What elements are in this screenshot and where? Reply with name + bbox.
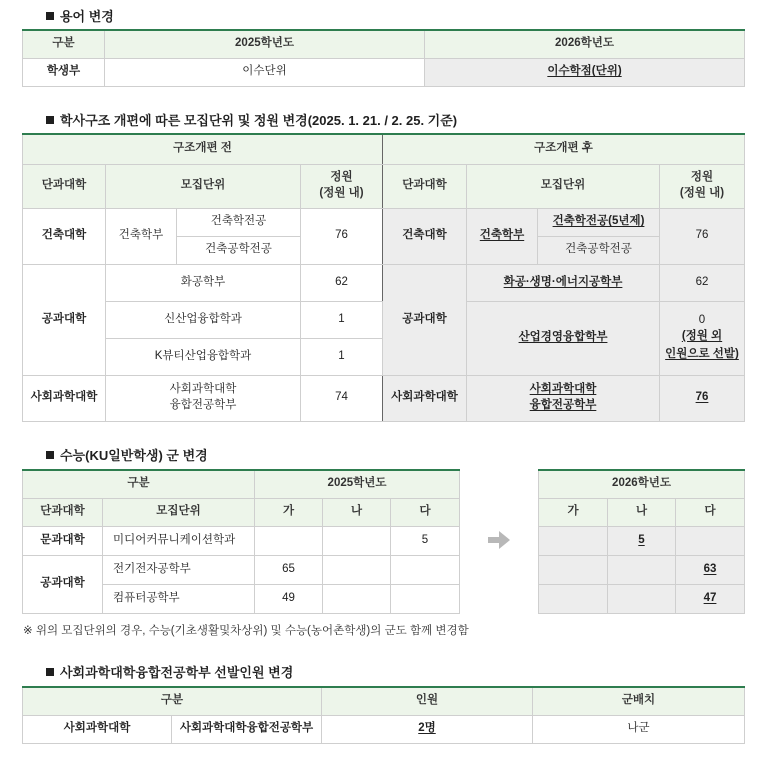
- section-title-term-change: [46, 6, 114, 25]
- arch-after-quota: 76: [660, 208, 745, 264]
- csat-2026-row3-na: [608, 584, 676, 613]
- csat-2026-col-ga: 가: [539, 498, 608, 526]
- row-label: 학생부: [23, 58, 105, 86]
- header-before: 구조개편 전: [23, 134, 383, 164]
- right-arrow-icon: [488, 531, 510, 549]
- csat-2026-row1-da: [676, 526, 745, 555]
- eng-unit1: 화공학부: [106, 264, 301, 301]
- arch-quota: 76: [301, 208, 383, 264]
- section-title-text: 학사구조 개편에 따른 모집단위 및 정원 변경(2025. 1. 21. / 2. 25. 기준): [60, 113, 458, 128]
- csat-col-unit: 모집단위: [103, 498, 255, 526]
- csat-2026-row2-da: 63: [676, 555, 745, 584]
- csat-header-2026: 2026학년도: [539, 470, 745, 498]
- csat-2026-table: [538, 469, 745, 614]
- col-quota-after: 정원 (정원 내): [660, 164, 745, 208]
- term-2025: 이수단위: [105, 58, 425, 86]
- csat-row2-ga: 65: [255, 555, 323, 584]
- csat-col-na: 나: [323, 498, 391, 526]
- square-bullet-icon: [46, 451, 54, 459]
- eng-unit2: 신산업융합학과: [106, 301, 301, 338]
- soc-college: 사회과학대학: [23, 375, 106, 421]
- eng-after-quota2-value: 0: [698, 314, 706, 327]
- quota-college: 사회과학대학: [23, 715, 172, 743]
- csat-row3-da: [391, 584, 460, 613]
- soc-after-unit: 사회과학대학 융합전공학부: [467, 375, 660, 421]
- square-bullet-icon: [46, 668, 54, 676]
- header-after: 구조개편 후: [383, 134, 745, 164]
- arch-major1: 건축학전공: [177, 208, 301, 236]
- col-college-after: 단과대학: [383, 164, 467, 208]
- eng-after-quota2-note1: (정원 외: [681, 329, 723, 342]
- arch-dept: 건축학부: [106, 208, 177, 264]
- soc-after-college: 사회과학대학: [383, 375, 467, 421]
- section-title-restructure: [46, 110, 457, 129]
- csat-row2-na: [323, 555, 391, 584]
- col-unit: 모집단위: [106, 164, 301, 208]
- quota-header-count: 인원: [322, 687, 533, 715]
- col-quota: 정원 (정원 내): [301, 164, 383, 208]
- footnote: ※ 위의 모집단위의 경우, 수능(기초생활및차상위) 및 수능(농어촌학생)의 군도 함께 변경함: [23, 625, 469, 637]
- csat-row2-unit: 전기전자공학부: [103, 555, 255, 584]
- csat-2026-row2-ga: [539, 555, 608, 584]
- section-title-text: 용어 변경: [60, 9, 114, 24]
- eng-after-unit2: 산업경영융합학부: [467, 301, 660, 375]
- eng-unit3: K뷰티산업융합학과: [106, 338, 301, 375]
- eng-after-unit1: 화공·생명·에너지공학부: [467, 264, 660, 301]
- col-college: 단과대학: [23, 164, 106, 208]
- csat-row1-college: 문과대학: [23, 526, 103, 555]
- eng-quota2: 1: [301, 301, 383, 338]
- quota-header-category: 구분: [23, 687, 322, 715]
- square-bullet-icon: [46, 12, 54, 20]
- quota-change-table: [22, 686, 745, 744]
- section-title-text: 사회과학대학융합전공학부 선발인원 변경: [60, 665, 294, 680]
- csat-2026-row2-na: [608, 555, 676, 584]
- eng-after-quota1: 62: [660, 264, 745, 301]
- header-category: 구분: [23, 30, 105, 58]
- arch-college: 건축대학: [23, 208, 106, 264]
- eng-quota3: 1: [301, 338, 383, 375]
- quota-unit: 사회과학대학융합전공학부: [172, 715, 322, 743]
- csat-header-2025: 2025학년도: [255, 470, 460, 498]
- term-change-table: [22, 29, 745, 87]
- soc-quota: 74: [301, 375, 383, 421]
- eng-after-college: 공과대학: [383, 264, 467, 375]
- soc-unit: 사회과학대학 융합전공학부: [106, 375, 301, 421]
- arch-after-college: 건축대학: [383, 208, 467, 264]
- eng-quota1: 62: [301, 264, 383, 301]
- csat-row1-ga: [255, 526, 323, 555]
- header-2026: 2026학년도: [425, 30, 745, 58]
- arch-major2: 건축공학전공: [177, 236, 301, 264]
- csat-row3-na: [323, 584, 391, 613]
- csat-2026-col-na: 나: [608, 498, 676, 526]
- square-bullet-icon: [46, 116, 54, 124]
- eng-after-quota2: [660, 301, 745, 375]
- csat-2026-row3-da: 47: [676, 584, 745, 613]
- csat-row3-unit: 컴퓨터공학부: [103, 584, 255, 613]
- arch-after-major1: 건축학전공(5년제): [538, 208, 660, 236]
- csat-row2-college: 공과대학: [23, 555, 103, 613]
- eng-college: 공과대학: [23, 264, 106, 375]
- csat-col-ga: 가: [255, 498, 323, 526]
- csat-col-college: 단과대학: [23, 498, 103, 526]
- csat-row1-da: 5: [391, 526, 460, 555]
- section-title-csat-group: [46, 445, 208, 464]
- quota-header-group: 군배치: [533, 687, 745, 715]
- csat-2026-row3-ga: [539, 584, 608, 613]
- csat-2026-col-da: 다: [676, 498, 745, 526]
- csat-row1-na: [323, 526, 391, 555]
- arch-after-dept: 건축학부: [467, 208, 538, 264]
- csat-col-da: 다: [391, 498, 460, 526]
- csat-row2-da: [391, 555, 460, 584]
- col-unit-after: 모집단위: [467, 164, 660, 208]
- soc-after-quota: 76: [660, 375, 745, 421]
- arch-after-major2: 건축공학전공: [538, 236, 660, 264]
- csat-row1-unit: 미디어커뮤니케이션학과: [103, 526, 255, 555]
- header-2025: 2025학년도: [105, 30, 425, 58]
- quota-group: 나군: [533, 715, 745, 743]
- section-title-quota-change: [46, 662, 293, 681]
- csat-2026-row1-na: 5: [608, 526, 676, 555]
- csat-header-category: 구분: [23, 470, 255, 498]
- quota-count: 2명: [322, 715, 533, 743]
- csat-row3-ga: 49: [255, 584, 323, 613]
- section-title-text: 수능(KU일반학생) 군 변경: [60, 448, 208, 463]
- eng-after-quota2-note2: 인원으로 선발): [665, 348, 739, 361]
- csat-2026-row1-ga: [539, 526, 608, 555]
- restructure-table: [22, 133, 745, 422]
- term-2026: 이수학점(단위): [425, 58, 745, 86]
- csat-2025-table: [22, 469, 460, 614]
